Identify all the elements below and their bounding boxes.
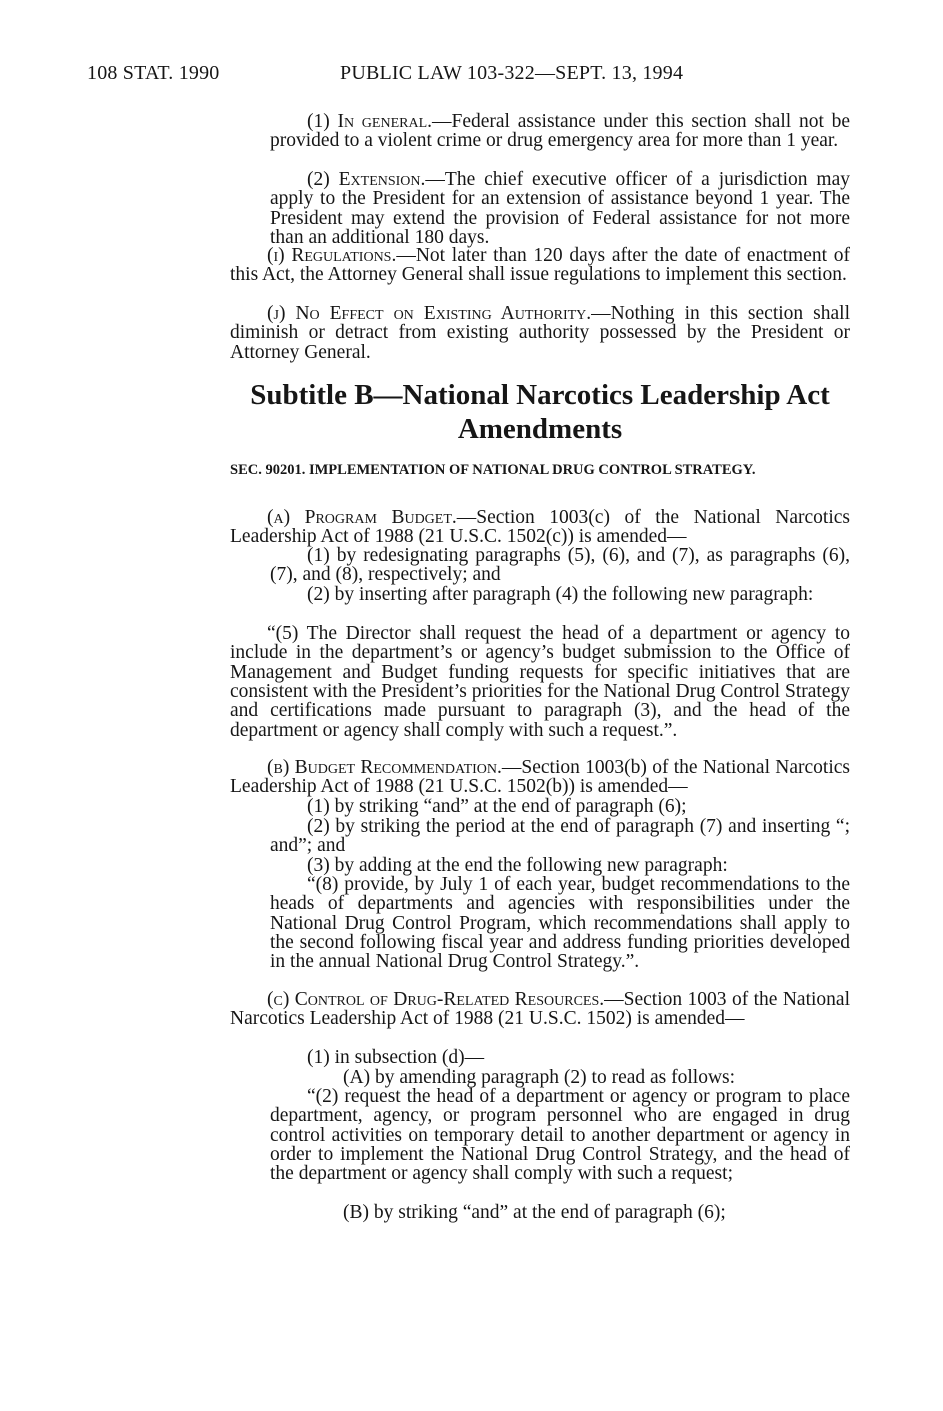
paragraph-no-effect [230, 304, 850, 362]
paragraph-text: —Section 1003 of the National Narcotics Leadership Act of 1988 (21 U.S.C. 1502) is amended— [230, 989, 850, 1030]
paragraph-program-budget [230, 508, 850, 547]
paragraph-redesignating: (1) by redesignating paragraphs (5), (6), and (7), as paragraphs (6), (7), and (8), respectively; and [270, 545, 850, 586]
paragraph-inserting: (2) by inserting after paragraph (4) the following new paragraph: [307, 584, 814, 605]
paragraph-heading: (c) Control of Drug-Related Resources. [267, 989, 605, 1010]
paragraph-striking-and: (1) by striking “and” at the end of paragraph (6); [307, 796, 687, 817]
paragraph-subsection-d: (1) in subsection (d)— [307, 1047, 485, 1068]
paragraph-heading: (1) In general. [307, 111, 432, 132]
paragraph-text: —Not later than 120 days after the date of enactment of this Act, the Attorney General shall issue regulations to implement this section. [230, 245, 850, 286]
section-heading: SEC. 90201. IMPLEMENTATION OF NATIONAL DRUG CONTROL STRATEGY. [230, 462, 756, 478]
paragraph-director-request: “(5) The Director shall request the head of a department or agency to include in the department’s or agency’s budget submission to the Office of Management and Budget funding requests for specific initiatives that are consistent with the President’s priorities for the National Drug Control Strategy and certifications made pursuant to paragraph (3), and the head of the department or agency shall comply with such a request.”. [230, 623, 850, 741]
paragraph-heading: (i) Regulations. [267, 245, 397, 266]
paragraph-in-general [270, 112, 850, 151]
paragraph-striking-period: (2) by striking the period at the end of paragraph (7) and inserting “; and”; and [270, 816, 850, 857]
paragraph-adding: (3) by adding at the end the following new paragraph: [307, 855, 728, 876]
page-reference: 108 STAT. 1990 [87, 62, 220, 84]
paragraph-control-resources [230, 990, 850, 1029]
paragraph-text: —Section 1003(b) of the National Narcotics Leadership Act of 1988 (21 U.S.C. 1502(b)) is amended— [230, 757, 850, 798]
paragraph-heading: (b) Budget Recommendation. [267, 757, 502, 778]
paragraph-text: —Nothing in this section shall diminish or detract from existing authority possessed by the President or Attorney General. [230, 303, 850, 363]
paragraph-provide-by-july: “(8) provide, by July 1 of each year, budget recommendations to the heads of departments and agencies with responsibilities under the National Drug Control Program, which recommendations shall apply to the second following fiscal year and address funding priorities developed in the annual National Drug Control Strategy.”. [270, 874, 850, 973]
paragraph-request-head: “(2) request the head of a department or agency or program to place department, agency, or program personnel who are engaged in drug control activities on temporary detail to another department or agency in order to implement the National Drug Control Strategy, and the head of the department or agency shall comply with such a request; [270, 1086, 850, 1185]
paragraph-budget-recommendation [230, 758, 850, 797]
paragraph-text: —The chief executive officer of a jurisdiction may apply to the President for an extension of assistance beyond 1 year. The President may extend the provision of Federal assistance for not more than an additional 180 days. [270, 169, 850, 249]
law-title: PUBLIC LAW 103-322—SEPT. 13, 1994 [340, 62, 684, 84]
paragraph-heading: (j) No Effect on Existing Authority. [267, 303, 592, 324]
paragraph-text: —Federal assistance under this section shall not be provided to a violent crime or drug emergency area for more than 1 year. [270, 111, 850, 152]
paragraph-striking-and-6: (B) by striking “and” at the end of paragraph (6); [343, 1202, 726, 1223]
paragraph-extension [270, 170, 850, 247]
paragraph-regulations [230, 246, 850, 285]
paragraph-amending: (A) by amending paragraph (2) to read as follows: [343, 1067, 736, 1088]
paragraph-heading: (2) Extension. [307, 169, 426, 190]
subtitle-heading: Subtitle B—National Narcotics Leadership Act Amendments [250, 379, 830, 445]
paragraph-text: —Section 1003(c) of the National Narcotics Leadership Act of 1988 (21 U.S.C. 1502(c)) is amended— [230, 507, 850, 548]
paragraph-heading: (a) Program Budget. [267, 507, 457, 528]
